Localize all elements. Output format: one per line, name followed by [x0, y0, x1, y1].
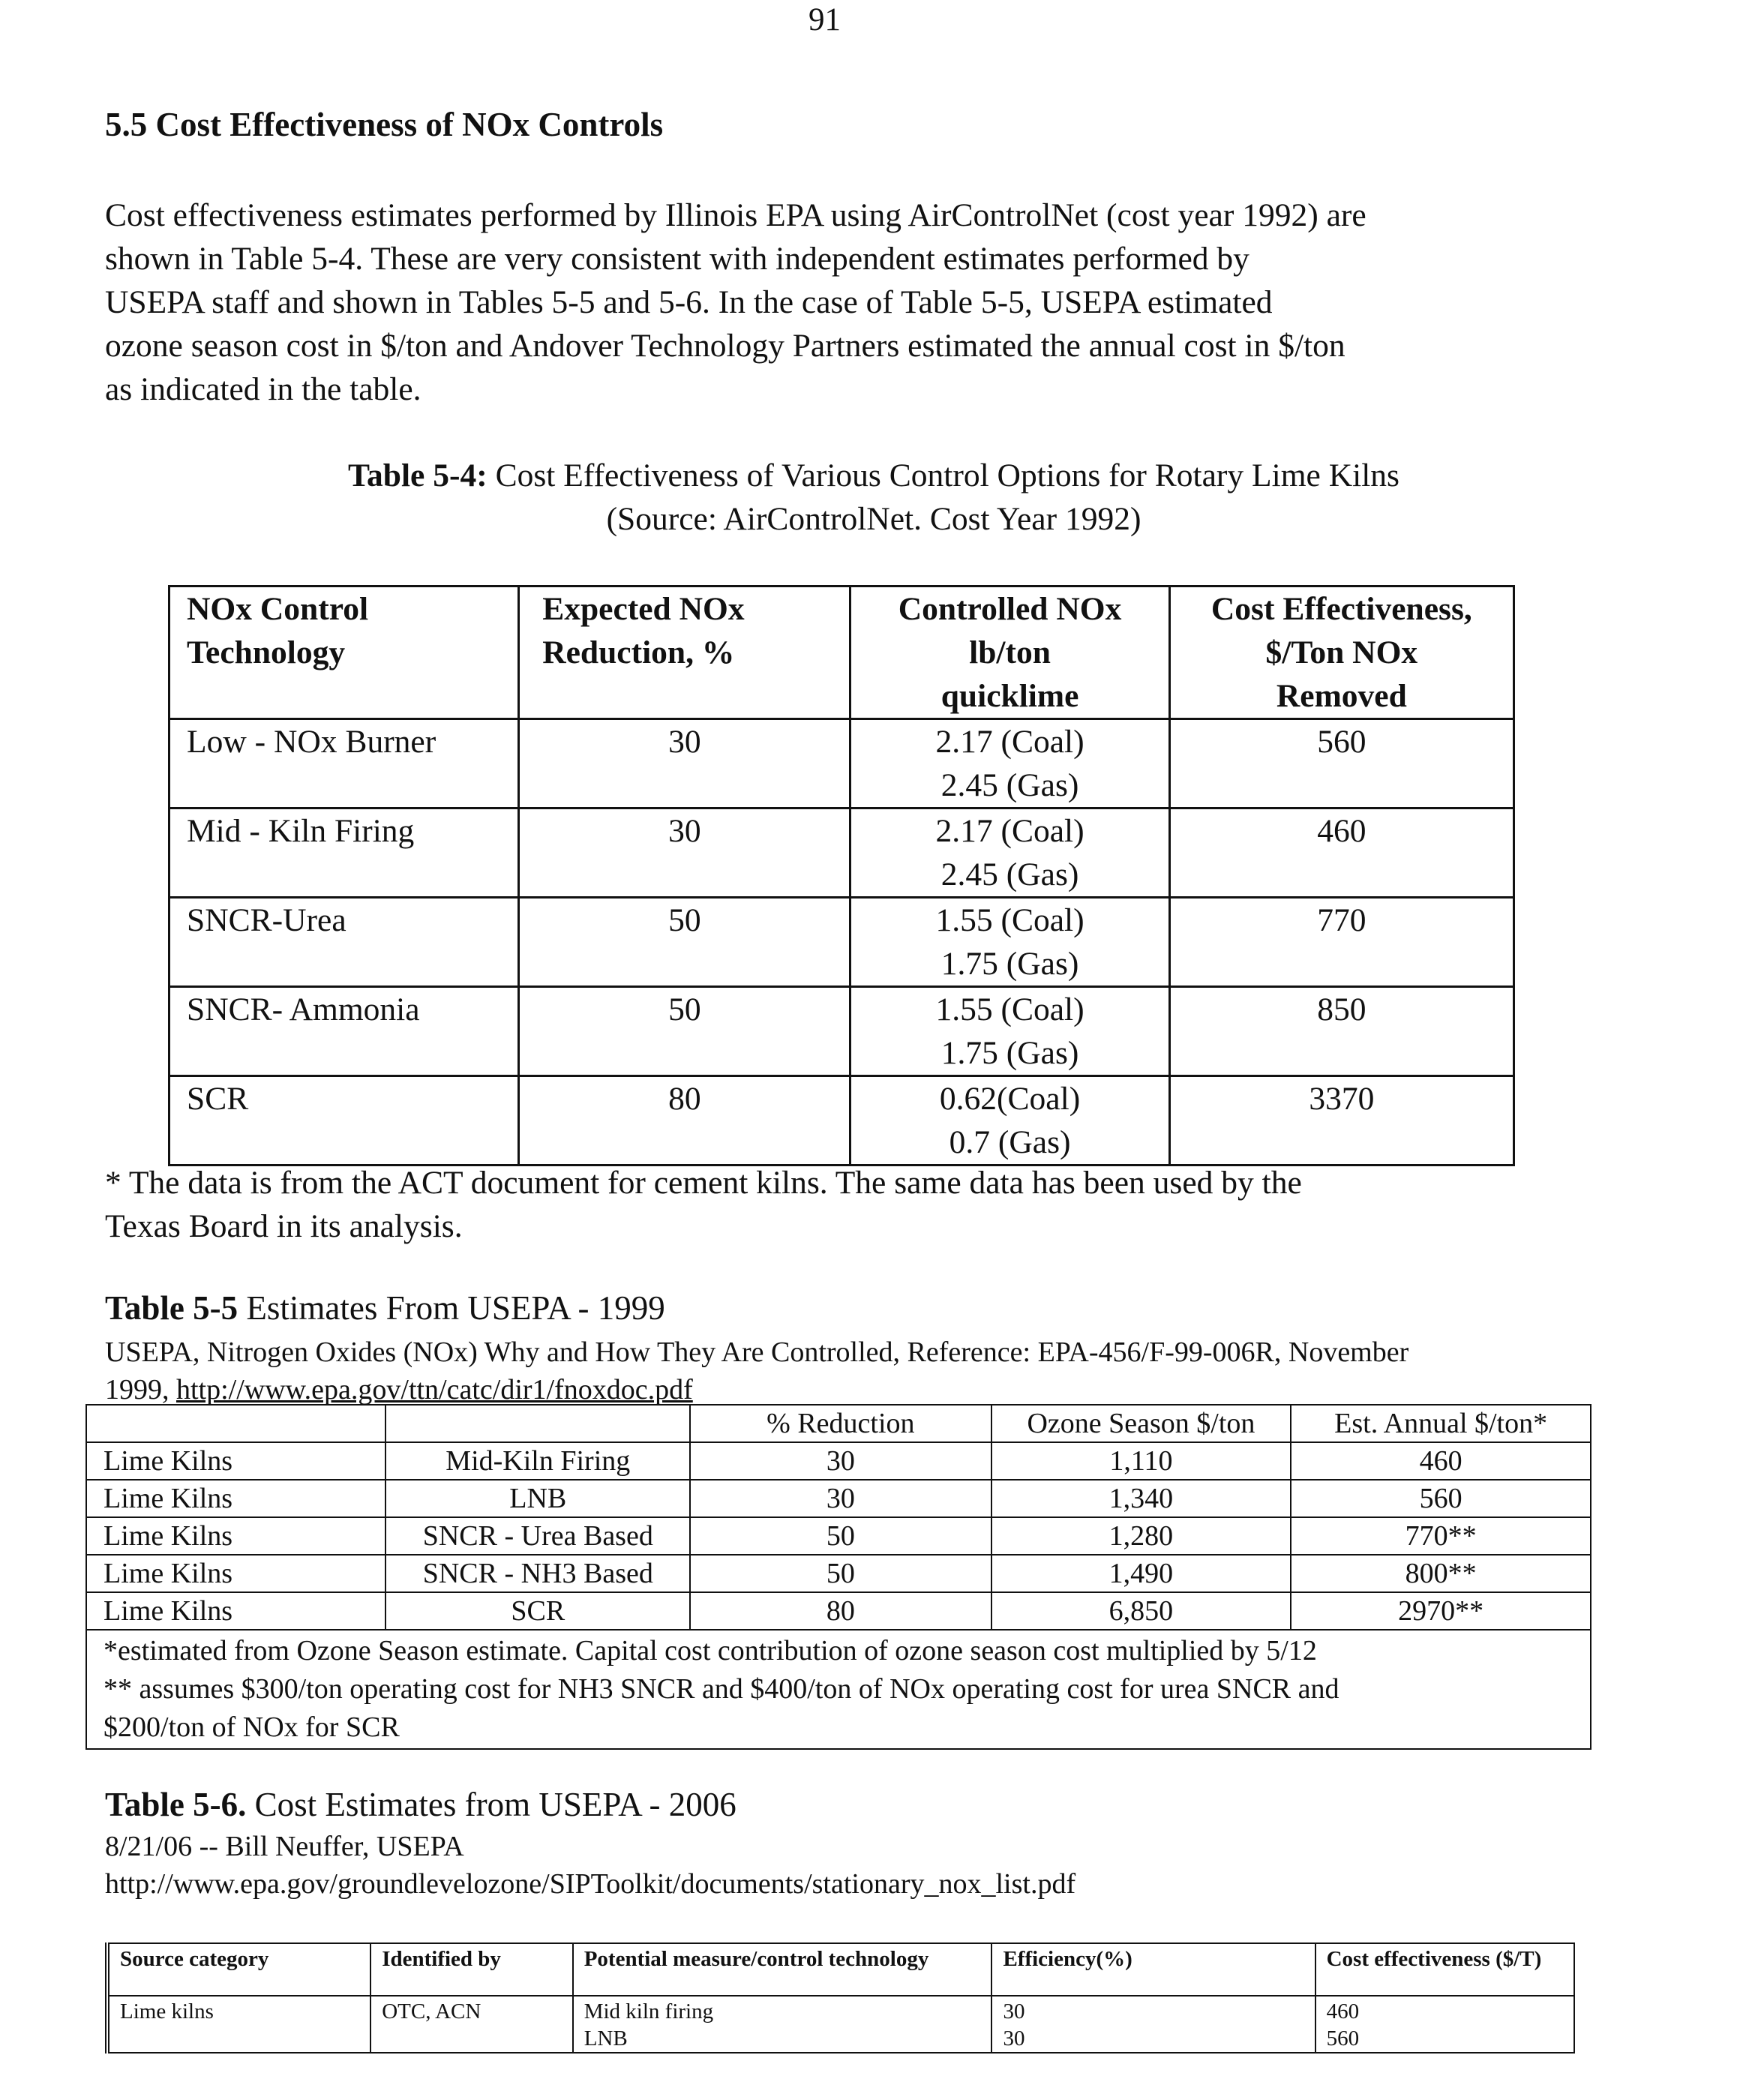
table4-cost-cell: 460 [1169, 808, 1514, 898]
table4-controlled-cell: 0.62(Coal) 0.7 (Gas) [850, 1076, 1169, 1166]
table4-technology-cell: Mid - Kiln Firing [170, 808, 519, 898]
table5-cell: 800** [1291, 1555, 1591, 1592]
table5-cell: 1,340 [992, 1480, 1292, 1517]
paragraph-line: shown in Table 5-4. These are very consistent with independent estimates performed by [105, 241, 1250, 277]
table-row [86, 1480, 1591, 1517]
table4-header-row [170, 586, 1514, 719]
table6-cell: Mid kiln firing LNB [573, 1996, 992, 2053]
table5-cell: 460 [1291, 1442, 1591, 1480]
table5-cell: SNCR - NH3 Based [386, 1555, 690, 1592]
table5-cell: 1,280 [992, 1517, 1292, 1555]
table4 [168, 585, 1515, 1166]
table5-cell: Lime Kilns [86, 1555, 386, 1592]
table4-controlled-cell: 1.55 (Coal) 1.75 (Gas) [850, 898, 1169, 987]
table4-cost-cell: 770 [1169, 898, 1514, 987]
paragraph-line: ozone season cost in $/ton and Andover Technology Partners estimated the annual cost in $/ton [105, 328, 1346, 364]
table4-reduction-cell: 50 [519, 987, 850, 1076]
table5-header-row [86, 1405, 1591, 1442]
note-line: Texas Board in its analysis. [105, 1208, 463, 1244]
table5-header-cell [86, 1405, 386, 1442]
table4-header-reduction: Expected NOx Reduction, % [519, 586, 850, 719]
table4-reduction-cell: 50 [519, 898, 850, 987]
table5-cell: Lime Kilns [86, 1442, 386, 1480]
intro-paragraph [105, 194, 1612, 411]
table4-controlled-cell: 2.17 (Coal) 2.45 (Gas) [850, 808, 1169, 898]
table-row [86, 1592, 1591, 1630]
table5-cell: SCR [386, 1592, 690, 1630]
table5-notes-row [86, 1630, 1591, 1749]
reference-prefix: 1999, [105, 1374, 176, 1406]
note-line: ** assumes $300/ton operating cost for NH3 SNCR and $400/ton of NOx operating cost for urea SNCR and [104, 1673, 1340, 1705]
table6-title [105, 1785, 736, 1824]
table5-cell: 560 [1291, 1480, 1591, 1517]
paragraph-line: as indicated in the table. [105, 371, 422, 407]
table4-controlled-cell: 1.55 (Coal) 1.75 (Gas) [850, 987, 1169, 1076]
table5-cell: Lime Kilns [86, 1480, 386, 1517]
table6-header-cell: Cost effectiveness ($/T) [1316, 1943, 1574, 1996]
table5-cell: SNCR - Urea Based [386, 1517, 690, 1555]
table6-header-row [107, 1943, 1574, 1996]
table6-header-cell: Source category [107, 1943, 370, 1996]
table4-caption-label: Table 5-4: [348, 458, 488, 494]
table6-title-label: Table 5-6. [105, 1786, 247, 1823]
paragraph-line: Cost effectiveness estimates performed by Illinois EPA using AirControlNet (cost year 1992) are [105, 197, 1366, 233]
table6-cell: 30 30 [992, 1996, 1315, 2053]
table5-cell: 50 [690, 1555, 991, 1592]
table5-title-label: Table 5-5 [105, 1289, 238, 1327]
table4-controlled-cell: 2.17 (Coal) 2.45 (Gas) [850, 719, 1169, 808]
table5-cell: 6,850 [992, 1592, 1292, 1630]
page-number: 91 [808, 2, 841, 38]
table4-technology-cell: SNCR- Ammonia [170, 987, 519, 1076]
table5-title-text: Estimates From USEPA - 1999 [238, 1289, 665, 1327]
table-row [170, 719, 1514, 808]
reference-link[interactable]: http://www.epa.gov/ttn/catc/dir1/fnoxdoc.pdf [176, 1374, 693, 1406]
paragraph-line: USEPA staff and shown in Tables 5-5 and 5-6. In the case of Table 5-5, USEPA estimated [105, 284, 1273, 320]
table5-cell: Lime Kilns [86, 1592, 386, 1630]
table4-header-controlled: Controlled NOx lb/ton quicklime [850, 586, 1169, 719]
table-row [86, 1555, 1591, 1592]
table5-cell: Mid-Kiln Firing [386, 1442, 690, 1480]
table6-cell: OTC, ACN [370, 1996, 573, 2053]
table4-cost-cell: 850 [1169, 987, 1514, 1076]
note-line: *estimated from Ozone Season estimate. Capital cost contribution of ozone season cost multiplied by 5/12 [104, 1635, 1317, 1666]
table6 [105, 1942, 1575, 2054]
table6-header-cell: Potential measure/control technology [573, 1943, 992, 1996]
table4-header-cost: Cost Effectiveness, $/Ton NOx Removed [1169, 586, 1514, 719]
table-row [86, 1442, 1591, 1480]
table5-cell: LNB [386, 1480, 690, 1517]
table6-cell: Lime kilns [107, 1996, 370, 2053]
table4-technology-cell: SNCR-Urea [170, 898, 519, 987]
table4-reduction-cell: 30 [519, 719, 850, 808]
table5-cell: 1,110 [992, 1442, 1292, 1480]
table5-header-cell [386, 1405, 690, 1442]
table4-technology-cell: SCR [170, 1076, 519, 1166]
table6-header-cell: Identified by [370, 1943, 573, 1996]
table5-cell: 1,490 [992, 1555, 1292, 1592]
table-row [170, 898, 1514, 987]
table6-byline: 8/21/06 -- Bill Neuffer, USEPA [105, 1831, 464, 1862]
table6-header-cell: Efficiency(%) [992, 1943, 1315, 1996]
table5-cell: Lime Kilns [86, 1517, 386, 1555]
table4-note [105, 1161, 1650, 1248]
table4-caption-text: Cost Effectiveness of Various Control Options for Rotary Lime Kilns [487, 458, 1400, 494]
table4-cost-cell: 560 [1169, 719, 1514, 808]
table4-caption [150, 454, 1598, 541]
table4-reduction-cell: 30 [519, 808, 850, 898]
table5-cell: 80 [690, 1592, 991, 1630]
table-row [86, 1517, 1591, 1555]
table-row [170, 1076, 1514, 1166]
table5-cell: 30 [690, 1442, 991, 1480]
table5-cell: 30 [690, 1480, 991, 1517]
table5-title [105, 1288, 665, 1328]
table5-header-cell: Ozone Season $/ton [992, 1405, 1292, 1442]
table5-cell: 2970** [1291, 1592, 1591, 1630]
table-row [107, 1996, 1574, 2053]
table4-cost-cell: 3370 [1169, 1076, 1514, 1166]
section-heading: 5.5 Cost Effectiveness of NOx Controls [105, 106, 664, 143]
table-row [170, 808, 1514, 898]
table5 [86, 1404, 1592, 1750]
table5-header-cell: Est. Annual $/ton* [1291, 1405, 1591, 1442]
table-row [170, 987, 1514, 1076]
table6-title-text: Cost Estimates from USEPA - 2006 [246, 1786, 736, 1823]
table5-reference [105, 1334, 1605, 1408]
note-line: * The data is from the ACT document for cement kilns. The same data has been used by the [105, 1165, 1302, 1201]
table4-reduction-cell: 80 [519, 1076, 850, 1166]
note-line: $200/ton of NOx for SCR [104, 1712, 400, 1743]
table6-cell: 460 560 [1316, 1996, 1574, 2053]
table6-url[interactable]: http://www.epa.gov/groundlevelozone/SIPToolkit/documents/stationary_nox_list.pdf [105, 1868, 1076, 1900]
table4-caption-source: (Source: AirControlNet. Cost Year 1992) [606, 501, 1142, 537]
reference-line: USEPA, Nitrogen Oxides (NOx) Why and How They Are Controlled, Reference: EPA-456/F-99-006R, November [105, 1336, 1409, 1368]
table4-technology-cell: Low - NOx Burner [170, 719, 519, 808]
table5-notes [86, 1630, 1591, 1749]
table5-cell: 50 [690, 1517, 991, 1555]
table4-header-technology: NOx Control Technology [170, 586, 519, 719]
table5-cell: 770** [1291, 1517, 1591, 1555]
table5-header-cell: % Reduction [690, 1405, 991, 1442]
